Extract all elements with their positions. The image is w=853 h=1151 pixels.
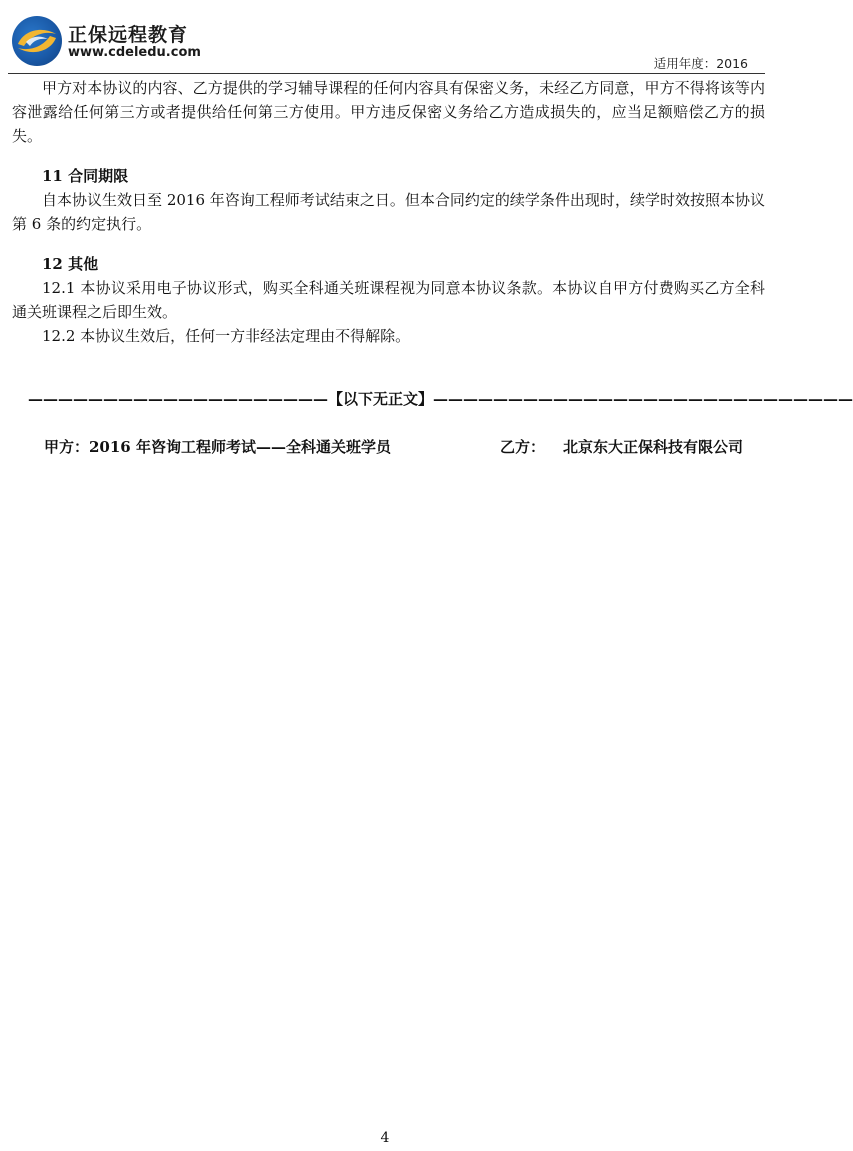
header-divider [8, 73, 765, 74]
section-12-1-text: 12.1 本协议采用电子协议形式，购买全科通关班课程视为同意本协议条款。本协议自甲方付费购买乙方全科通关班课程之后即生效。 [12, 279, 765, 321]
page-header [0, 0, 770, 76]
brand-url: www.cdeledu.com [68, 45, 201, 60]
section-11-text: 自本协议生效日至 2016 年咨询工程师考试结束之日。但本合同约定的续学条件出现时，续学时效按照本协议第 6 条的约定执行。 [12, 191, 765, 233]
section-12-title: 12 其他 [42, 255, 99, 273]
applicable-year: 适用年度：2016 [653, 56, 748, 71]
confidentiality-paragraph: 甲方对本协议的内容、乙方提供的学习辅导课程的任何内容具有保密义务，未经乙方同意，甲方不得将该等内容泄露给任何第三方或者提供给任何第三方使用。甲方违反保密义务给乙方造成损失的，应当足额赔偿乙方的损失。 [12, 79, 765, 145]
document-body [12, 76, 765, 348]
section-11-title: 11 合同期限 [42, 167, 129, 185]
section-12-2-text: 12.2 本协议生效后，任何一方非经法定理由不得解除。 [42, 327, 411, 345]
party-b-signature [500, 436, 743, 457]
page-number: 4 [380, 1130, 390, 1146]
party-b-label: 乙方： [500, 438, 546, 456]
party-b-name: 北京东大正保科技有限公司 [563, 438, 744, 456]
party-a-signature: 甲方：2016 年咨询工程师考试——全科通关班学员 [44, 438, 391, 456]
company-logo-icon [12, 16, 62, 66]
brand-name: 正保远程教育 [68, 24, 189, 46]
end-of-text-marker: ————————————————————【以下无正文】———————————————————————————— [28, 390, 853, 408]
